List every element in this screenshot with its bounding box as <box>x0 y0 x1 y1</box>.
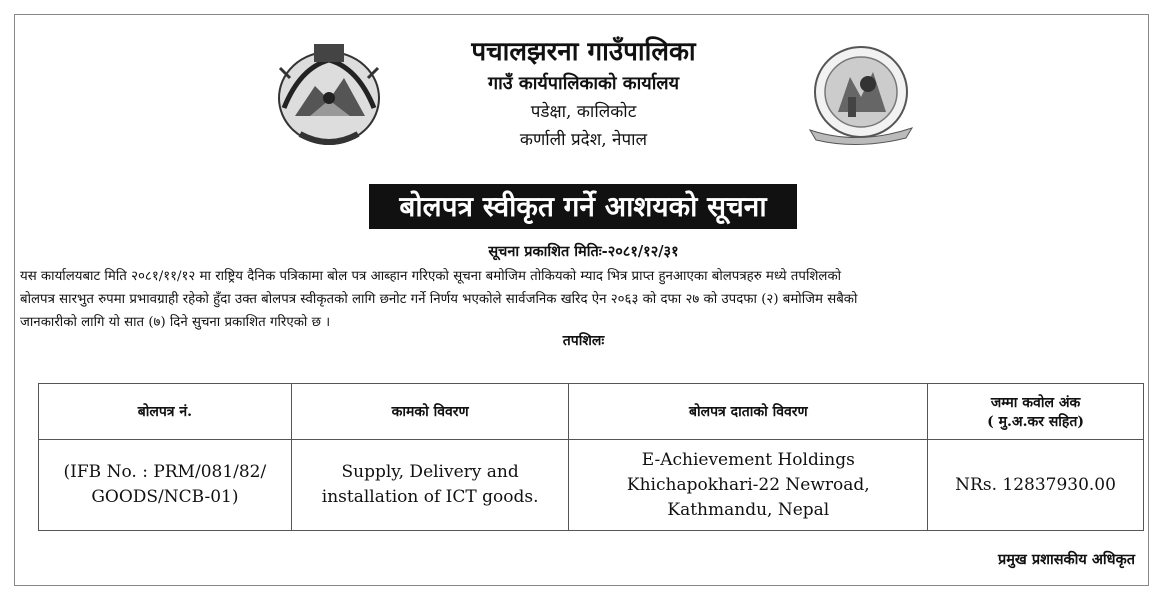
address-line-2: कर्णाली प्रदेश, नेपाल <box>519 130 648 150</box>
table-header-row <box>39 384 1144 440</box>
body-line-2: बोलपत्र सारभुत रुपमा प्रभावग्राही रहेको हुँदा उक्त बोलपत्र स्वीकृतको लागि छनोट गर्ने निर्णय भएकोले सार्वजनिक खरिद ऐन २०६३ को दफा २७ को उपदफा (२) बमोजिम सबैको <box>20 292 858 307</box>
office-header <box>380 34 787 154</box>
municipality-seal-icon <box>798 42 924 148</box>
header-total-amount-line2: ( मु.अ.कर सहित) <box>987 413 1084 430</box>
cell-bid-no <box>39 440 292 531</box>
address-line-1: पडेक्षा, कालिकोट <box>530 102 637 122</box>
bid-no-line1: (IFB No. : PRM/081/82/ <box>63 462 267 482</box>
notice-body <box>20 265 1145 334</box>
table-row <box>39 440 1144 531</box>
body-line-3: जानकारीको लागि यो सात (७) दिने सुचना प्रकाशित गरिएको छ । <box>20 315 331 330</box>
details-label: तपशिलः <box>562 333 605 349</box>
signoff-chief-officer: प्रमुख प्रशासकीय अधिकृत <box>998 551 1135 568</box>
bidder-line2: Khichapokhari-22 Newroad, <box>626 474 870 495</box>
cell-work-description <box>291 440 569 531</box>
header-bidder-details: बोलपत्र दाताको विवरण <box>569 384 928 440</box>
header-total-amount <box>928 384 1144 440</box>
bid-table <box>38 383 1144 531</box>
body-line-1: यस कार्यालयबाट मिति २०८१/११/१२ मा राष्ट्रिय दैनिक पत्रिकामा बोल पत्र आब्हान गरिएको सूचना बमोजिम तोकियको म्याद भित्र प्राप्त हुनआएका बोलपत्रहरु मध्ये तपशिलको <box>20 269 842 284</box>
bidder-line1: E-Achievement Holdings <box>641 449 855 470</box>
header-total-amount-line1: जम्मा कवोल अंक <box>990 394 1081 411</box>
work-line2: installation of ICT goods. <box>321 487 539 507</box>
cell-bidder-details <box>569 440 928 531</box>
cell-amount: NRs. 12837930.00 <box>928 440 1144 531</box>
bidder-line3: Kathmandu, Nepal <box>667 499 830 520</box>
header-bid-no: बोलपत्र नं. <box>39 384 292 440</box>
work-line1: Supply, Delivery and <box>341 462 519 482</box>
nepal-emblem-icon <box>270 38 388 152</box>
published-date: सूचना प्रकाशित मितिः-२०८१/१२/३१ <box>488 243 679 260</box>
bid-no-line2: GOODS/NCB-01) <box>91 487 239 507</box>
header-work-description: कामको विवरण <box>291 384 569 440</box>
notice-title-banner: बोलपत्र स्वीकृत गर्ने आशयको सूचना <box>369 184 797 229</box>
municipality-name: पचालझरना गाउँपालिका <box>471 37 696 67</box>
office-name: गाउँ कार्यपालिकाको कार्यालय <box>487 73 680 94</box>
